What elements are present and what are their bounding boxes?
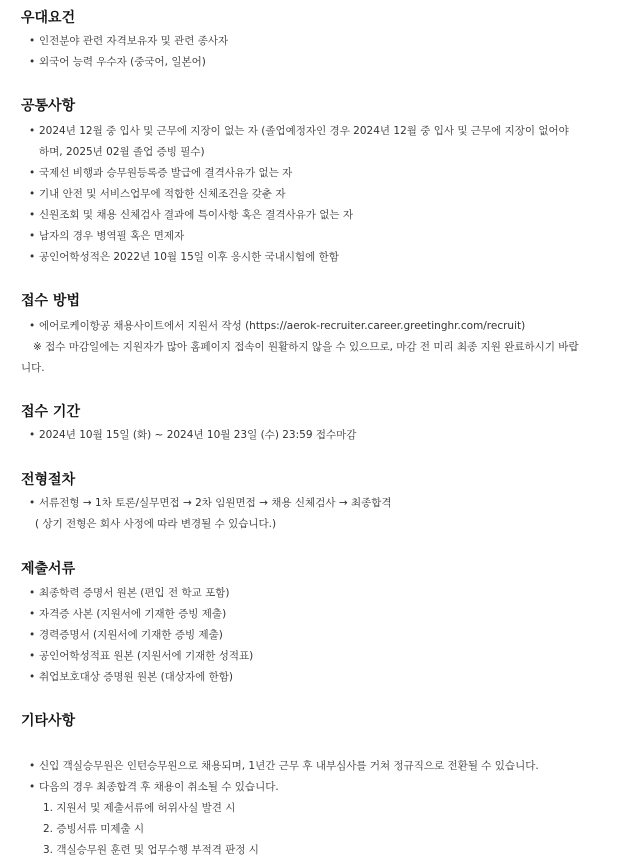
numbered-item: 1. 지원서 및 제출서류에 허위사실 발견 시 [43, 802, 236, 814]
bullet-icon: • [29, 587, 36, 599]
bullet-icon: • [29, 429, 36, 441]
bullet-icon: • [29, 251, 36, 263]
section-title-preferred: 우대요건 [21, 10, 76, 26]
bullet-icon: • [29, 781, 36, 793]
bullet-icon: • [29, 188, 36, 200]
numbered-item: 2. 증빙서류 미제출 시 [43, 823, 145, 835]
bullet-icon: • [29, 608, 36, 620]
bullet-icon: • [29, 760, 36, 772]
section-title-application-method: 접수 방법 [21, 293, 80, 309]
bullet-icon: • [29, 497, 36, 509]
bullet-icon: • [29, 230, 36, 242]
section-title-common: 공통사항 [21, 98, 76, 114]
bullet-icon: • [29, 209, 36, 221]
bullet-icon: • [29, 650, 36, 662]
section-title-other: 기타사항 [21, 713, 76, 729]
bullet-icon: • [29, 629, 36, 641]
bullet-icon: • [29, 35, 36, 47]
bullet-icon: • [29, 320, 36, 332]
section-title-application-period: 접수 기간 [21, 404, 80, 420]
notice-text: ※ 접수 마감일에는 지원자가 많아 홈페이지 접속이 원활하지 않을 수 있으므로, 마감 전 미리 최종 지원 완료하시기 바랍 [33, 341, 579, 353]
section-title-documents: 제출서류 [21, 561, 76, 577]
section-title-selection-process: 전형절차 [21, 472, 76, 488]
bullet-icon: • [29, 671, 36, 683]
bullet-icon: • [29, 167, 36, 179]
job-posting-document: 우대요건 • 인전분야 관련 자격보유자 및 관련 종사자 • 외국어 능력 우수자 (중국어, 일본어) 공통사항 • 2024년 12월 중 입사 및 근무에 지장이 없는 자 (졸업예정자인 경우 2024년 12월 중 입사 및 근무에 지장이 없어야 하며, 2025년 02월 졸업 증빙 필수) • 국제선 비행과 승무원등록증 발급에 결격사유가 없는 자 • 기내 안전 및 서비스업무에 적합한 신체조건을 갖춘 자 • 신원조회 및 채용 신체검사 결과에 특이사항 혹은 결격사유가 없는 자 • 남자의 경우 병역필 혹은 면제자 • 공인어학성적은 2022년 10월 15일 이후 응시한 국내시험에 한함 접수 방법 • 에어로케이항공 채용사이트에서 지원서 작성 (https://aerok-recruiter.career.greetinghr.com/recruit) ※ 접수 마감일에는 지원자가 많아 홈페이지 접속이 원활하지 않을 수 있으므로, 마감 전 미리 최종 지원 완료하시기 바랍 니다. 접수 기간 • 2024년 10월 15일 (화) ~ 2024년 10월 23일 (수) 23:59 접수마감 전형절차 • 서류전형 → 1차 토론/실무면접 → 2차 임원면접 → 채용 신체검사 → 최종합격 ( 상기 전형은 회사 사정에 따라 변경될 수 있습니다.) 제출서류 • 최종학력 증명서 원본 (편입 전 학교 포함) • 자격증 사본 (지원서에 기재한 증빙 제출) • 경력증명서 (지원서에 기재한 증빙 제출) • 공인어학성적표 원본 (지원서에 기재한 성적표) • 취업보호대상 증명원 원본 (대상자에 한함) 기타사항 • 신입 객실승무원은 인턴승무원으로 채용되며, 1년간 근무 후 내부심사를 거쳐 정규직으로 전환될 수 있습니다. • 다음의 경우 최종합격 후 채용이 취소될 수 있습니다. 1. 지원서 및 제출서류에 허위사실 발견 시 2. 증빙서류 미제출 시 3. 객실승무원 훈련 및 업무수행 부적격 판정 시 [21, 10, 579, 856]
bullet-icon: • [29, 56, 36, 68]
numbered-item: 3. 객실승무원 훈련 및 업무수행 부적격 판정 시 [43, 844, 259, 856]
notice-text-continuation: 니다. [21, 362, 45, 374]
bullet-icon: • [29, 125, 36, 137]
process-note: ( 상기 전형은 회사 사정에 따라 변경될 수 있습니다.) [35, 518, 277, 530]
